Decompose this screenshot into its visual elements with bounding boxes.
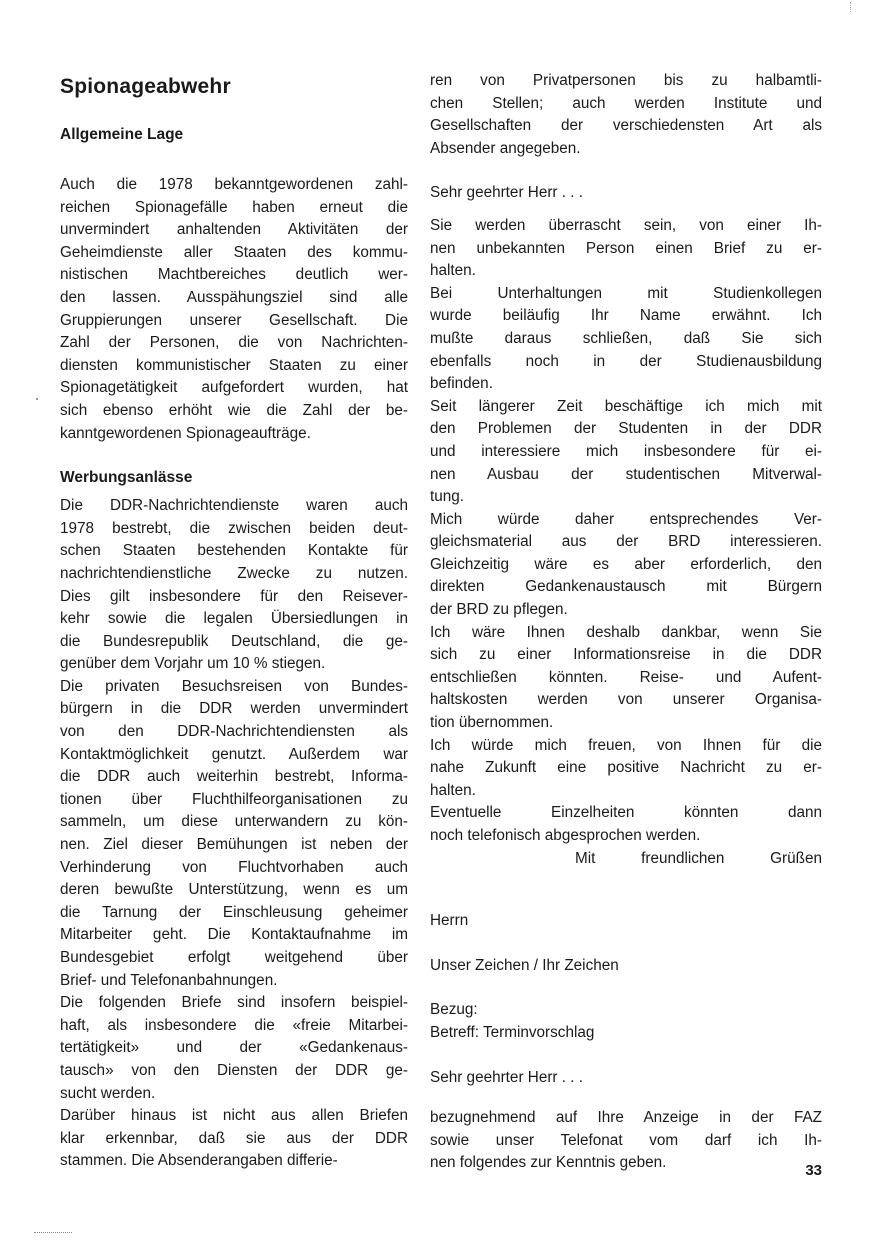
text-line: Zahl der Personen, die von Nachrichten- [60, 334, 408, 352]
text-line: Die privaten Besuchsreisen von Bundes- [60, 677, 408, 695]
text-line: bezugnehmend auf Ihre Anzeige in der FAZ [430, 1109, 822, 1127]
werbung-paragraph [60, 495, 408, 1173]
text-line: bürgern in die DDR werden unvermindert [60, 700, 408, 718]
text-line: den Problemen der Studenten in der DDR [430, 420, 822, 438]
text-line: entschließen könnten. Reise- und Aufent- [430, 668, 822, 686]
page-number: 33 [805, 1162, 822, 1179]
text-line: Sie werden überrascht sein, von einer Ih- [430, 216, 822, 234]
text-line: kanntgewordenen Spionageaufträge. [60, 424, 311, 442]
text-line: Mitarbeiter geht. Die Kontaktaufnahme im [60, 926, 408, 944]
text-line: Eventuelle Einzelheiten könnten dann [430, 804, 822, 822]
left-column [60, 72, 408, 1173]
text-line: tion übernommen. [430, 714, 554, 732]
text-line: reichen Spionagefälle haben erneut die [60, 198, 408, 216]
text-line: unvermindert anhaltenden Aktivitäten der [60, 221, 408, 239]
text-line: Ich würde mich freuen, von Ihnen für die [430, 736, 822, 754]
page-title: Spionageabwehr [60, 75, 231, 98]
text-line: die Bundesrepublik Deutschland, die ge- [60, 632, 408, 650]
text-line: Die folgenden Briefe sind insofern beispiel- [60, 994, 408, 1012]
text-line: 1978 bestrebt, die zwischen beiden deut- [60, 519, 408, 537]
text-line: nachrichtendienstliche Zwecke zu nutzen. [60, 564, 408, 582]
letter1-closing: Mit freundlichen Grüßen [575, 849, 822, 867]
text-line: nen folgendes zur Kenntnis geben. [430, 1154, 667, 1172]
text-line: Auch die 1978 bekanntgewordenen zahl- [60, 176, 408, 193]
text-line: Ich wäre Ihnen deshalb dankbar, wenn Sie [430, 623, 822, 641]
text-line: tionen über Fluchthilfeorganisationen zu [60, 790, 408, 808]
text-line: und interessiere mich insbesondere für ei- [430, 442, 822, 460]
text-line: nen unbekannten Person einen Brief zu er- [430, 239, 822, 257]
letter2-reference-line: Unser Zeichen / Ihr Zeichen [430, 956, 619, 974]
text-line: mußte daraus schließen, daß Sie sich [430, 329, 822, 347]
text-line: Die DDR-Nachrichtendienste waren auch [60, 497, 408, 515]
text-line: gleichsmaterial aus der BRD interessieren. [430, 533, 822, 551]
text-line: ren von Privatpersonen bis zu halbamtli- [430, 72, 822, 89]
text-line: Verhinderung von Fluchtvorhaben auch [60, 858, 408, 876]
text-line: sammeln, um diese unterwandern zu kön- [60, 813, 408, 831]
scan-corner-mark [850, 2, 852, 12]
text-line: haft, als insbesondere die «freie Mitarbei- [60, 1016, 408, 1034]
text-line: tung. [430, 488, 465, 506]
text-line: klar erkennbar, daß sie aus der DDR [60, 1129, 408, 1147]
text-line: stammen. Die Absenderangaben differie- [60, 1152, 338, 1170]
text-line: Darüber hinaus ist nicht aus allen Briefen [60, 1107, 408, 1125]
text-line: Gleichzeitig wäre es aber erforderlich, den [430, 555, 822, 573]
right-column [430, 70, 822, 1175]
text-line: halten. [430, 781, 476, 799]
letter2-salutation: Sehr geehrter Herr . . . [430, 1068, 584, 1086]
text-line: die DDR auch weiterhin bestrebt, Informa- [60, 768, 408, 786]
text-line: sucht werden. [60, 1084, 156, 1102]
text-line: haltskosten werden von unserer Organisa- [430, 691, 822, 709]
lage-paragraph [60, 174, 408, 445]
text-line: nistischen Machtbereiches deutlich wer- [60, 266, 408, 284]
letter2-bezug: Bezug: [430, 1001, 478, 1019]
text-line: Absender angegeben. [430, 139, 581, 157]
text-line: sich zu einer Informationsreise in die DDR [430, 646, 822, 664]
text-line: die Tarnung der Einschleusung geheimer [60, 903, 408, 921]
text-line: tertätigkeit» und der «Gedankenaus- [60, 1039, 408, 1057]
letter2-body [430, 1107, 822, 1175]
text-line: Bundesgebiet erfolgt weitgehend über [60, 949, 408, 966]
text-line: kehr sowie die legalen Übersiedlungen in [60, 610, 408, 628]
text-line: ebenfalls noch in der Studienausbildung [430, 352, 822, 370]
scan-dots [34, 1232, 72, 1233]
text-line: den lassen. Ausspähungsziel sind alle [60, 288, 408, 306]
letter2-recipient: Herrn [430, 912, 469, 930]
text-line: wurde beiläufig Ihr Name erwähnt. Ich [430, 307, 822, 325]
text-line: nahe Zukunft eine positive Nachricht zu er- [430, 759, 822, 777]
text-line: schen Staaten bestehenden Kontakte für [60, 542, 408, 560]
text-line: sowie unser Telefonat vom darf ich Ih- [430, 1131, 822, 1149]
text-line: Dies gilt insbesondere für den Reisever- [60, 587, 408, 605]
text-line: von den DDR-Nachrichtendiensten als [60, 723, 408, 741]
letter1-body [430, 215, 822, 848]
text-line: Gesellschaften der verschiedensten Art als [430, 117, 822, 135]
section-heading-lage: Allgemeine Lage [60, 126, 184, 143]
text-line: Kontaktmöglichkeit genutzt. Außerdem war [60, 745, 408, 763]
text-line: nen. Ziel dieser Bemühungen ist neben der [60, 836, 408, 854]
text-line: sich ebenso erhöht wie die Zahl der be- [60, 401, 408, 419]
text-line: diensten kommunistischer Staaten zu einer [60, 356, 408, 374]
text-line: Bei Unterhaltungen mit Studienkollegen [430, 284, 822, 302]
letter1-salutation: Sehr geehrter Herr . . . [430, 184, 584, 202]
text-line: Spionagetätigkeit aufgefordert wurden, hat [60, 379, 408, 397]
text-line: Brief- und Telefonanbahnungen. [60, 971, 278, 989]
text-line: deren bewußte Unterstützung, wenn es um [60, 881, 408, 899]
text-line: tausch» von den Diensten der DDR ge- [60, 1061, 408, 1079]
text-line: genüber dem Vorjahr um 10 % stiegen. [60, 655, 326, 673]
text-line: noch telefonisch abgesprochen werden. [430, 827, 701, 844]
text-line: halten. [430, 262, 476, 280]
text-line: chen Stellen; auch werden Institute und [430, 94, 822, 112]
letter2-betreff: Betreff: Terminvorschlag [430, 1023, 595, 1041]
text-line: befinden. [430, 375, 493, 393]
text-line: der BRD zu pflegen. [430, 601, 568, 619]
text-line: direkten Gedankenaustausch mit Bürgern [430, 578, 822, 596]
text-line: Geheimdienste aller Staaten des kommu- [60, 243, 408, 261]
text-line: Mich würde daher entsprechendes Ver- [430, 510, 822, 528]
section-heading-werbung: Werbungsanlässe [60, 469, 193, 487]
text-line: Gruppierungen unserer Gesellschaft. Die [60, 311, 408, 329]
text-line: Seit längerer Zeit beschäftige ich mich mit [430, 397, 822, 415]
scan-speck [36, 398, 38, 400]
intro-paragraph [430, 70, 822, 160]
text-line: nen Ausbau der studentischen Mitverwal- [430, 465, 822, 483]
